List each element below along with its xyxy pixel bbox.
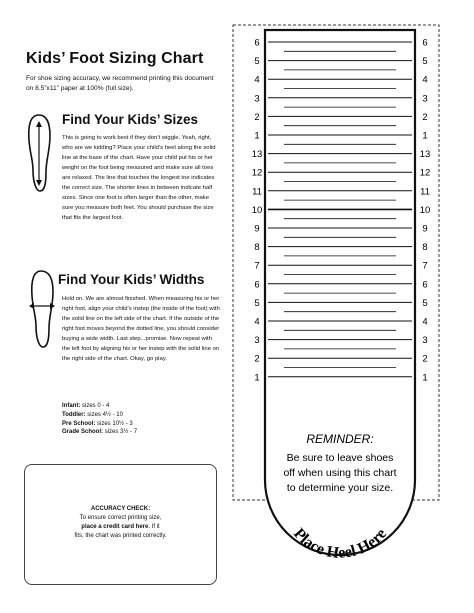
page-title: Kids’ Foot Sizing Chart xyxy=(26,50,204,67)
age-group-preschool: Pre School: sizes 10½ - 3 xyxy=(62,420,133,427)
size-label-right: 6 xyxy=(422,279,428,291)
widths-heading: Find Your Kids’ Widths xyxy=(58,272,205,287)
reminder-line-1: Be sure to leave shoes xyxy=(286,452,394,464)
age-group-toddler: Toddler: sizes 4½ - 10 xyxy=(62,411,123,418)
reminder-heading: REMINDER: xyxy=(306,432,374,446)
size-label-right: 7 xyxy=(422,260,428,272)
size-label-left: 12 xyxy=(251,167,263,179)
size-label-left: 10 xyxy=(251,204,263,216)
sizes-heading: Find Your Kids’ Sizes xyxy=(62,112,199,127)
size-label-left: 4 xyxy=(254,316,260,328)
size-label-right: 13 xyxy=(419,149,431,161)
intro-text: For shoe sizing accuracy, we recommend printing this document on 8.5”x11” paper at 100% (full size). xyxy=(26,75,214,92)
size-label-left: 2 xyxy=(254,353,260,365)
size-label-right: 4 xyxy=(422,74,428,86)
size-label-left: 13 xyxy=(251,149,263,161)
age-group-infant: Infant: sizes 0 - 4 xyxy=(62,403,110,409)
size-label-left: 7 xyxy=(254,260,260,272)
size-label-left: 1 xyxy=(254,130,260,142)
size-label-right: 9 xyxy=(422,223,428,235)
size-label-left: 6 xyxy=(254,279,260,291)
size-label-left: 5 xyxy=(254,297,260,309)
size-label-left: 4 xyxy=(254,74,260,86)
sizes-instructions: This is going to work best if they don’t wiggle. Yeah, right, who are we kidding? Place your child’s heel along the solid line at the base of the chart. Have your child put his or her weight on the foot being measured and make sure all toes are relaxed. The line that touches the longest toe indicates the correct size. The shorter lines in between indicate half sizes. Since one foot is often larger than the other, make sure you measure both feet. You should purchase the size that fits the largest foot. xyxy=(62,135,216,221)
size-label-left: 5 xyxy=(254,56,260,68)
size-label-left: 6 xyxy=(254,37,260,49)
size-label-left: 11 xyxy=(252,186,262,198)
size-label-right: 2 xyxy=(422,111,428,123)
accuracy-line-3: fits, the chart was printed correctly. xyxy=(74,533,167,539)
accuracy-heading: ACCURACY CHECK: xyxy=(90,506,151,512)
size-label-left: 9 xyxy=(254,223,260,235)
size-label-right: 3 xyxy=(422,335,428,347)
size-label-right: 1 xyxy=(422,130,428,142)
size-label-right: 5 xyxy=(422,56,428,68)
accuracy-line-2: place a credit card here. If it xyxy=(81,524,160,530)
size-label-right: 1 xyxy=(422,372,428,384)
size-label-right: 3 xyxy=(422,93,428,105)
size-label-left: 3 xyxy=(254,335,260,347)
reminder-line-3: to determine your size. xyxy=(286,482,394,494)
size-label-right: 4 xyxy=(422,316,428,328)
size-label-left: 8 xyxy=(254,242,260,254)
heel-label: Place Heel Here xyxy=(289,525,391,562)
size-label-left: 1 xyxy=(254,372,260,384)
age-group-grade-school: Grade School: sizes 3½ - 7 xyxy=(62,429,138,436)
size-label-right: 2 xyxy=(422,353,428,365)
size-label-right: 8 xyxy=(422,242,428,254)
size-label-left: 3 xyxy=(254,93,260,105)
size-label-right: 11 xyxy=(420,186,430,198)
size-label-right: 10 xyxy=(419,204,431,216)
size-label-right: 12 xyxy=(419,167,431,179)
widths-instructions: Hold on. We are almost finished. When measuring his or her right foot, align your child’s instep (the inside of the foot) with the solid line on the left side of the chart. If the outside of the right foot moves beyond the dotted line, you should consider buying a wide width. Last step...promise. Now repeat with the left foot by aligning his or her instep with the solid line on the right side of the chart. Okay, go play. xyxy=(62,296,220,362)
accuracy-line-1: To ensure correct printing size, xyxy=(79,515,162,521)
size-label-left: 2 xyxy=(254,111,260,123)
size-label-right: 5 xyxy=(422,297,428,309)
size-label-right: 6 xyxy=(422,37,428,49)
reminder-line-2: off when using this chart xyxy=(283,467,397,479)
